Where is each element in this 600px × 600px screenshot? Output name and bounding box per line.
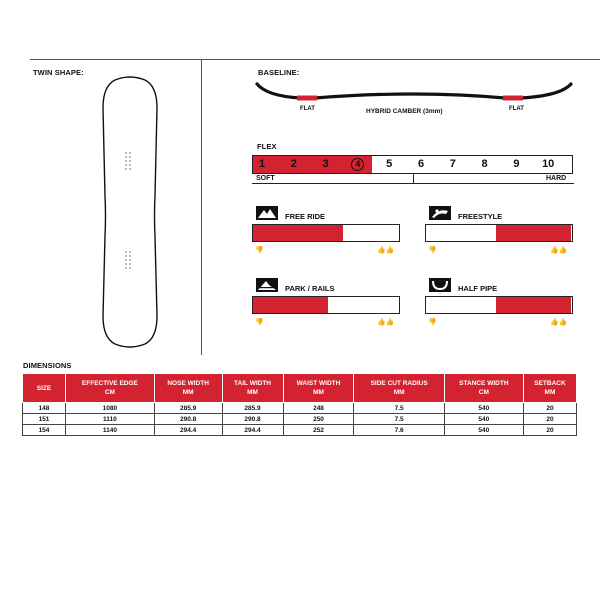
table-cell: 20 [523,403,576,414]
half-pipe-thumb-down-icon: 👎 [428,319,437,326]
park-rails-rating-fill [253,297,328,313]
dimensions-header-row [23,374,577,403]
flex-tick [413,174,414,183]
park-rails-label: PARK / RAILS [285,284,335,293]
center-divider [201,59,202,355]
table-cell: 250 [283,414,354,425]
table-cell: 294.4 [222,425,283,436]
freestyle-thumb-down-icon: 👎 [428,247,437,254]
dimensions-header-label: STANCE WIDTH [459,380,509,387]
flex-number-6: 6 [417,158,425,170]
dimensions-header-unit: CM [478,389,489,396]
dimensions-header-unit: MM [393,389,405,396]
dimensions-header-unit: MM [247,389,258,396]
dimensions-title: DIMENSIONS [23,361,72,370]
half-pipe-icon [429,278,451,292]
park-rails-rating-bar [252,296,400,314]
dimensions-header-unit: MM [544,389,556,396]
park-rails-icon [256,278,278,292]
table-cell: 290.8 [154,414,222,425]
flex-number-5: 5 [386,158,393,170]
dimensions-header-label: WAIST WIDTH [296,380,341,387]
camber-label: HYBRID CAMBER (3mm) [366,108,443,115]
free-ride-thumbs-up-icon: 👍👍 [377,247,395,254]
dimensions-header-6 [444,374,523,403]
park-rails-thumb-down-icon: 👎 [255,319,264,326]
top-divider [30,59,600,60]
table-cell: 1080 [66,403,155,414]
table-cell: 248 [283,403,354,414]
table-cell: 1140 [66,425,155,436]
board-shape-outline [95,76,165,348]
table-cell: 154 [23,425,66,436]
flex-hard-label: HARD [546,175,567,182]
dimensions-header-label: NOSE WIDTH [167,380,209,387]
flex-number-3: 3 [322,158,329,170]
table-cell: 540 [444,414,523,425]
dimensions-header-unit: CM [104,389,115,396]
shape-title: TWIN SHAPE: [33,68,84,77]
dimensions-header-unit: MM [313,389,324,396]
flat-left-label: FLAT [300,106,315,112]
dimensions-header-3 [222,374,283,403]
dimensions-header-5 [354,374,444,403]
flex-number-9: 9 [513,158,520,170]
table-cell: 290.8 [222,414,283,425]
freestyle-rating-bar [425,224,573,242]
table-cell: 540 [444,425,523,436]
table-cell: 151 [23,414,66,425]
freestyle-icon [429,206,451,220]
flex-number-7: 7 [449,158,456,170]
table-cell: 540 [444,403,523,414]
dimensions-header-label: SIZE [36,384,52,392]
dimensions-header-label: SETBACK [534,380,566,387]
flex-number-2: 2 [290,158,297,170]
table-cell: 252 [283,425,354,436]
dimensions-header-unit: MM [182,389,194,396]
table-cell: 285.9 [154,403,222,414]
dimensions-header-label: SIDE CUT RADIUS [370,380,428,387]
dimensions-header-7 [523,374,576,403]
dimensions-header-label: EFFECTIVE EDGE [81,380,138,387]
dimensions-table [22,373,577,436]
freestyle-thumbs-up-icon: 👍👍 [550,247,568,254]
flex-baseline [252,183,574,184]
half-pipe-rating-bar [425,296,573,314]
table-row [23,403,577,414]
dimensions-header-label: TAIL WIDTH [234,380,271,387]
dimensions-header-4 [283,374,354,403]
dimensions-header-0 [23,374,66,403]
freestyle-label: FREESTYLE [458,212,503,221]
table-cell: 1110 [66,414,155,425]
dimensions-header-2 [154,374,222,403]
half-pipe-label: HALF PIPE [458,284,498,293]
table-cell: 148 [23,403,66,414]
table-cell: 7.5 [354,403,444,414]
baseline-title: BASELINE: [258,68,300,77]
dimensions-header-1 [66,374,155,403]
free-ride-thumb-down-icon: 👎 [255,247,264,254]
freestyle-rating-fill [496,225,571,241]
table-cell: 7.5 [354,414,444,425]
free-ride-rating-bar [252,224,400,242]
flex-number-8: 8 [481,158,488,170]
table-row [23,425,577,436]
table-cell: 294.4 [154,425,222,436]
half-pipe-rating-fill [496,297,571,313]
flex-number-4: 4 [351,158,364,171]
table-cell: 20 [523,414,576,425]
table-cell: 20 [523,425,576,436]
flex-soft-label: SOFT [256,175,275,182]
park-rails-thumbs-up-icon: 👍👍 [377,319,395,326]
free-ride-rating-fill [253,225,343,241]
table-cell: 285.9 [222,403,283,414]
flex-number-1: 1 [258,158,266,170]
flex-scale [252,155,573,174]
table-cell: 7.6 [354,425,444,436]
free-ride-icon [256,206,278,220]
table-row [23,414,577,425]
flat-right-label: FLAT [509,106,524,112]
flex-title: FLEX [257,142,277,151]
half-pipe-thumbs-up-icon: 👍👍 [550,319,568,326]
free-ride-label: FREE RIDE [285,212,326,221]
flex-number-10: 10 [542,158,555,170]
